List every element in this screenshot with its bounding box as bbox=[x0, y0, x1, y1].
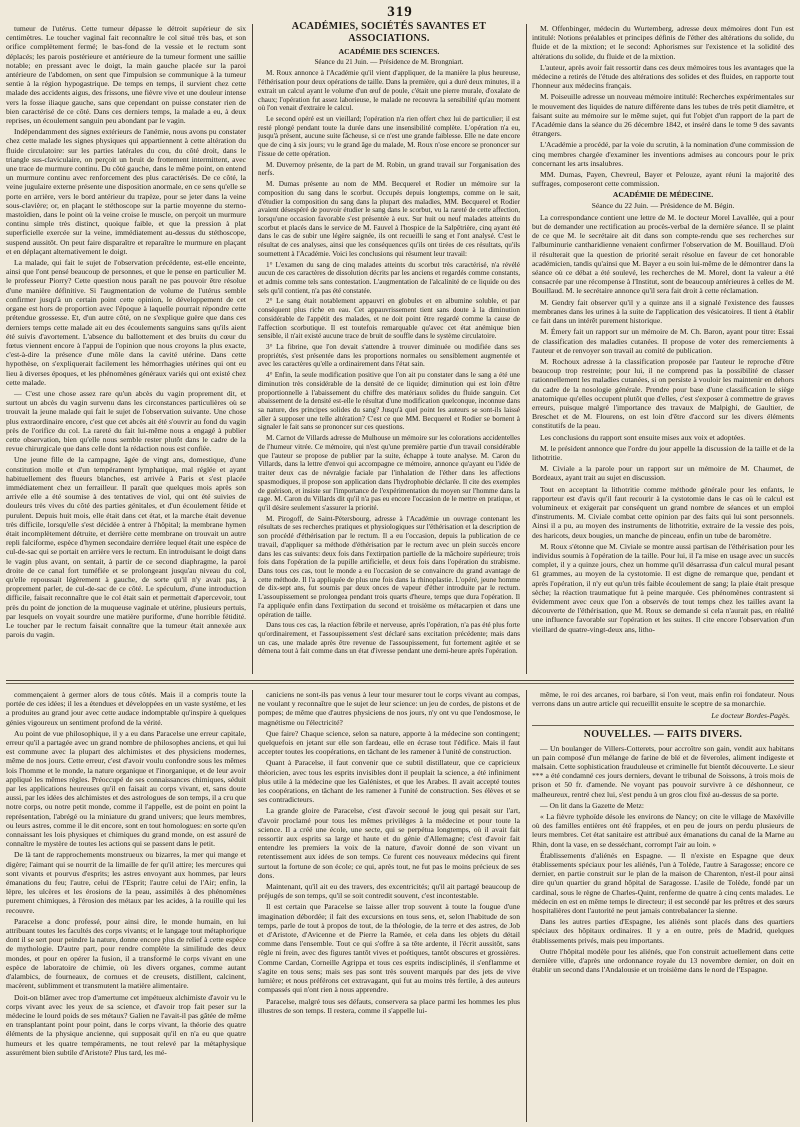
paragraph: M. Roux annonce à l'Académie qu'il vient d'appliquer, de la manière la plus heureuse, l'éthérisation pour deux opérations de taille. Dans la première, qui a duré deux minutes, il a extrait un calcul ayant le volume d'un œuf de poule, c'était une pierre murale, d'oxalate de chaux; l'opération fut assez laborieuse, le malade ne recouvra la sensibilité qu'au moment où l'on venait d'extraire le calcul. bbox=[258, 69, 520, 113]
news-item: « La fièvre typhoïde désole les environs de Nancy; on cite le village de Maxéville où des familles entières ont été frappées, et en peu de jours on perdu plusieurs de leurs membres. Cet état sanitaire est attribué aux émanations du canal de la Marne au Rhin, dont la vase, en se desséchant, corrompt l'air au loin. » bbox=[532, 812, 794, 849]
news-item: — On lit dans la Gazette de Metz: bbox=[540, 800, 644, 810]
paragraph: 1° L'examen du sang de cinq malades atteints du scorbut très caractérisé, n'a révélé aucun de ces caractères de dissolution décrits par les anciens et regardés comme constants, et admis comme tels sans contestation. L'augmentation de l'alcalinité de ce liquide ou des sels qu'il contient, n'a pas été constatée. bbox=[258, 260, 520, 295]
column-rule bbox=[526, 690, 527, 1122]
paragraph: M. Poiseuille adresse un nouveau mémoire intitulé: Recherches expérimentales sur le mouvement des liquides de nature différente dans les tubes de très petit diamètre, et faisant suite au mémoire sur le même sujet, qui fut l'objet d'un rapport de la part de l'Académie dans la séance du 26 décembre 1842, et inséré dans le tome 9 des savants étrangers. bbox=[532, 92, 794, 139]
paragraph: La correspondance contient une lettre de M. le docteur Morel Lavallée, qui a pour but de demander une rectification au procès-verbal de la dernière séance. Il se plaint de ce que M. le secrétaire ait dit dans son compte-rendu que ses recherches sur l'albuminurie cantharidienne venaient confirmer l'observation de M. Bouillaud. D'où il résulterait que la question de priorité serait résolue en faveur de cet honorable académicien, tandis qu'ainsi que M. Bayer a eu soin lui-même de le démontrer dans la séance où ce débat a été soulevé, les recherches de M. Morel, dont la valeur a été consacrée par une récompense à l'Institut, sont de beaucoup antérieures à celles de M. Bouillaud. M. le secrétaire annonce qu'il sera fait droit à cette réclamation. bbox=[532, 212, 794, 296]
paragraph: L'auteur, après avoir fait ressortir dans ces deux mémoires tous les avantages que la médecine a retirés de l'étude des altérations des solides et des fluides, en rapporte tout l'honneur aux médecins français. bbox=[532, 62, 794, 91]
paragraph: M. Gendry fait observer qu'il y a quinze ans il a signalé l'existence des fausses membranes dans les urines à la suite de l'application des vésicatoires. Il tient à établir ce fait dans un intérêt purement historique. bbox=[532, 297, 794, 326]
paragraph: Au point de vue philosophique, il y a eu dans Paracelse une erreur capitale, erreur qu'il a partagée avec un grand nombre de philosophes anciens, et qui lui est commune avec la plupart des alchimistes et des physiciens modernes, même de nos jours. Cette erreur, c'est d'avoir voulu confondre sous les mêmes lois l'homme et le monde, la nature organique et l'inorganique, et de leur avoir appliqué les mêmes règles. Préoccupé de ses connaissances chimiques, séduit par les applications heureuses qu'il en faisait au corps vivant, et, sans doute aussi, par les idées des alchimistes et des astrologues de son temps, il a cru que notre corps, ou notre petit monde, comme il l'appelle, est de point en point la représentation, l'abrégé ou la miniature du grand univers; que leurs membres, ou leurs astres, comme il le dit encore, sont en tout homologues: en sorte qu'en connaissant les lois physiques et chimiques du grand monde, on est assuré de connaître le mystère de toutes les actions qui se passent dans le petit. bbox=[6, 728, 246, 849]
paragraph: Tout en acceptant la lithotritie comme méthode générale pour les enfants, le rapporteur est d'avis qu'il faut recourir à la cystotomie dans le cas où le calcul est volumineux et exigerait par conséquent un grand nombre de séances et un emploi d'instruments. M. Civiale combat cette opinion par des faits qui lui sont personnels. Ainsi il a pu, au moyen des instruments de lithotritie, extraire de la vessie des pois, des haricots, deux bougies, un manche de pinceau, enfin un tube de baromètre. bbox=[532, 484, 794, 540]
paragraph: 3° La fibrine, que l'on devait s'attendre à trouver diminuée ou modifiée dans ses propriétés, s'est présentée dans les proportions normales ou sensiblement augmentée et avec les caractères qu'elle a ordinairement dans l'état sain. bbox=[258, 343, 520, 369]
paragraph: même, le roi des arcanes, roi barbare, si l'on veut, mais enfin roi fondateur. Nous verrons dans un autre article qui recueillit ensuite le sceptre de sa monarchie. bbox=[532, 690, 794, 709]
paragraph: Quant à Paracelse, il faut convenir que ce subtil distillateur, que ce capricieux théoricien, avec tous les esprits invisibles dont il peuplait la science, a été infiniment plus utile à la médecine que les Galénistes, et que les Arabes. Il avait accepté toutes les coopérations, en tâchant de les ramener à l'unité de construction. Ses élèves et se ses contradicteurs. bbox=[258, 758, 520, 805]
paragraph: Les conclusions du rapport sont ensuite mises aux voix et adoptées. bbox=[540, 432, 746, 442]
paragraph: 2° Le sang était notablement appauvri en globules et en albumine soluble, et par conséquent plus riche en eau. Cet appauvrissement tient sans doute à la diminution considérable de l'appétit des malades, et ne doit point être regardé comme la cause de l'affection scorbutique. Il est toutefois remarquable qu'avec cet état anémique bien sensible, il n'ait existé aucune trace de bruit de souffle dans le système circulatoire. bbox=[258, 297, 520, 341]
column-1-bottom bbox=[6, 690, 246, 1122]
news-item: Établissements d'aliénés en Espagne. — Il n'existe en Espagne que deux établissements spéciaux pour les aliénés, l'un à Tolède, l'autre à Saragosse; encore ce dernier, en partie construit sur le plan de la maison de Charenton, n'est-il pour ainsi dire qu'un quartier du grand hôpital de Saragosse. L'asile de Tolède, fondé par un cardinal, sous le règne de Charles-Quint, renferme de quatre à cinq cents malades. Le médecin en est en même temps le directeur; il est secondé par les prêtres et des sœurs hospitalières dont l'autorité ne peut jamais contrebalancer la sienne. bbox=[532, 850, 794, 916]
academy-title: ACADÉMIE DES SCIENCES. bbox=[338, 47, 440, 56]
paragraph: Paracelse a donc professé, pour ainsi dire, le monde humain, en lui attribuant toutes les facultés des corps vivants; et le langage tout métaphorique dont il se sert pour peindre la nature, donne encore plus de relief à cette espèce de mythologie. D'autre part, pour rendre complète la similitude des deux mondes, et pour en opérer la fusion, il a transformé le corps vivant en une espèce de laboratoire de chimie, où les divers organes, comme autant d'alambics, de fourneaux, de cornues et de creusets, distillent, calcinent, macèrent, sublimment et transmutent la matière alimentaire. bbox=[6, 916, 246, 991]
paragraph: M. Civiale a la parole pour un rapport sur un mémoire de M. Chaumet, de Bordeaux, ayant trait au sujet en discussion. bbox=[532, 464, 794, 483]
column-rule bbox=[252, 24, 253, 674]
column-rule bbox=[252, 690, 253, 1122]
session-line: Séance du 21 Juin. — Présidence de M. Brongniart. bbox=[314, 57, 464, 66]
paragraph: M. Roux s'étonne que M. Civiale se montre aussi partisan de l'éthérisation pour les individus soumis à l'opération de la taille. Pour lui, il l'a mise en usage avec un succès complet, il y a quinze jours, chez un homme qu'il désarrassa d'un calcul mural pesant 61 grammes, au moyen de la cystotomie. Il est digne de remarque que, pendant et après l'opération, il n'y eut qu'un très faible écoulement de sang; la plaie était presque sèche; la réaction traumatique fut à peine marquée. Ces phénomènes contrastent si évidemment avec ceux que l'on a observés de tout temps chez les tailles avant la découverte de l'éthérisation, que M. Roux se demande si cela n'aurait pas, en réalité une influence favorable sur l'opération et les suites. Il cite encore l'observation d'un vieillard de quatre-vingt-deux ans, litho- bbox=[532, 541, 794, 634]
column-2-top bbox=[258, 20, 520, 674]
paragraph: M. Émery fait un rapport sur un mémoire de M. Ch. Baron, ayant pour titre: Essai de classification des maladies cutanées. Il propose de voter des remerciements à l'auteur et de renvoyer son travail au comité de publication. bbox=[532, 327, 794, 355]
paragraph: M. Dumas présente au nom de MM. Becquerel et Rodier un mémoire sur la composition du sang dans le scorbut. Occupés depuis longtemps, comme on le sait, d'étudier la composition du sang dans la plupart des maladies, MM. Becquerel et Rodier avaient désespéré de pouvoir étudier le sang dans le scorbut, vu la rareté de cette affection, lorsqu'une occasion favorable s'est présentée à eux. Sur huit ou neuf malades atteints du scorbut et placés dans le service de M. Fauvel à l'hospice de la Salpêtrière, cinq ayant été dans le cas de subir une légère saignée, ils ont recueilli le sang et l'ont analysé. C'est le résultat de ces analyses, ainsi que les conséquences qu'ils ont tirées de ces résultats, qu'ils soumettent à l'Académie. Voici les conclusions qui résument leur travail: bbox=[258, 180, 520, 258]
section-divider bbox=[6, 683, 794, 684]
paragraph: MM. Dumas, Payen, Chevreul, Bayer et Pelouze, ayant réuni la majorité des suffrages, composeront cette commission. bbox=[532, 170, 794, 189]
paragraph: Maintenant, qu'il ait eu des travers, des excentricités; qu'il ait partagé beaucoup de préjugés de son temps, qu'il se soit contredit souvent, c'est incontestable. bbox=[258, 882, 520, 901]
paragraph: M. Duvernoy présente, de la part de M. Robin, un grand travail sur l'organisation des nerfs. bbox=[258, 160, 520, 178]
news-item: — Un boulanger de Villers-Cotterets, pour accroître son gain, vendit aux habitans un pain composé d'un mélange de farine de blé et de fèveroles, aliment indigeste et malsain. Cette sophistication frauduleuse et criminelle fut bientôt découverte. Le sieur *** a été condamné ces jours derniers, devant le tribunal de Soissons, à trois mois de prison et 50 fr. d'amende. Ne voyant pas pouvoir survivre à ce déshonneur, ce malheureux, rentré chez lui, s'est pendu à un gros clou fixé au-dessus de sa porte. bbox=[532, 743, 794, 799]
news-heading: NOUVELLES. — FAITS DIVERS. bbox=[583, 728, 743, 740]
section-heading: ACADÉMIES, SOCIÉTÉS SAVANTES ET ASSOCIATIONS. bbox=[291, 21, 487, 44]
paragraph: De là tant de rapprochements monstrueux ou bizarres, la mer qui mange et digère; l'aimant qui se nourrit de la limaille de fer qu'il attire; les mercures qui sont vivants et pourvus d'esprits; les astres envoyant aux hommes, par leurs émanations du feu; l'autre, celui de l'Esprit; l'autre celui de l'Air; enfin, la lèpre, les ulcères et les érosions de la peau, assimilés à des phénomènes purement chimiques, à l'érosion des métaux par les acides, à la rouille qui les recouvre. bbox=[6, 850, 246, 915]
section-divider bbox=[6, 680, 794, 681]
paragraph: tumeur de l'utérus. Cette tumeur dépasse le détroit supérieur de six centimètres. Le toucher vaginal fait reconnaître le col situé très bas, et son orifice complètement fermé; le bas-fond de la vessie et le rectum sont déplacés; les parois postérieure et antérieure de la tumeur forment une saillie notable; en pressant avec le doigt, la main gauche placée sur la paroi antérieure de l'abdomen, on sent que l'impulsion se communique à la tumeur sentie à la région hypogastrique. De temps en temps, il survient chez cette malade des accidents aigus, des frissons, une fièvre vive et une douleur intense vers la fosse iliaque gauche, sans que cependant on puisse constater rien de bien caractérisé de ce côté. Dans ces derniers temps, la malade a eu, à deux reprises, un écoulement sanguin peu abondant par le vagin. bbox=[6, 24, 246, 126]
column-rule bbox=[526, 24, 527, 674]
news-item: Outre l'hôpital modèle pour les aliénés, que l'on construit actuellement dans cette dernière ville, d'après une ordonnance royale du 13 novembre dernier, on doit en établir un second dans l'Andalousie et un troisième dans le nord de l'Espagne. bbox=[532, 946, 794, 975]
paragraph: M. Offenbinger, médecin du Wurtemberg, adresse deux mémoires dont l'un est intitulé: Notions préalables et principes définis de l'éther des altérations du solide, du fluide et de la mixtion; et le second: Aphorismes sur l'existence et la solidité des altérations du solide, du fluide et de la mixtion. bbox=[532, 24, 794, 61]
paragraph: La grande gloire de Paracelse, c'est d'avoir secoué le joug qui pesait sur l'art, d'avoir proclamé pour tous les mêmes privilèges à la médecine et pour toute la science. Il a créé une école, une secte, qui se perpétua longtemps, où il avait fait ressortir aux esprits sa large et haute et du génie d'Allemagne; c'est d'avoir fait entendre les premiers la voix de la nature, d'avoir donné de son vivant un retentissement aux idées de son temps. Ce furent ces nouveaux médecins qui firent surtout la fortune de son école; ce qui, après tout, ne fut pas le moins précieux de ses dons. bbox=[258, 806, 520, 880]
paragraph: Il est certain que Paracelse se laisse aller trop souvent à toute la fougue d'une imagination débordée; il fait des excursions en tous sens, et, selon l'habitude de son temps, parle de tout à propos de tout, de la théologie, de la terre et des astres, de Job et d'Aristote, d'Avicenne et de Pierre la Ramée, et cela dans les objets du détail comme dans l'ensemble. Tout ce qui s'offre à sa tête ardente, il l'écrit aussitôt, sans règle ni frein, avec des figures tantôt vives et poétiques, tantôt obscures et grossières. Comme Cardan, Corneille Agrippa et tous ces esprits indisciplinés, il s'enflamme et s'agite en tous sens; mais ses pas sont très souvent marqués par des jets de vive lumière; et nous préférons cet extravagant, qui fut au moins très fertile, à des auteurs compassés qui n'ont rien à nous apprendre. bbox=[258, 902, 520, 995]
paragraph: Paracelse, malgré tous ses défauts, conservera sa place parmi les hommes les plus illustres de son temps. Il restera, comme il s'appelle lui- bbox=[258, 996, 520, 1015]
paragraph: M. Pirogoff, de Saint-Pétersbourg, adresse à l'Académie un ouvrage contenant les résultats de ses recherches pratiques et physiologiques sur l'éthérisation et la description de son procédé d'éthérisation par le rectum. Il a eu l'occasion, depuis la publication de ce travail, d'appliquer sa méthode d'éthérisation par le rectum avec un plein succès encore dans les cas suivants: deux fois dans l'extirpation partielle de la mâchoire supérieure; trois fois dans l'opération de la pupille artificielle, et deux fois dans l'opération du strabisme. Dans tous ces cas, tout le monde a eu l'occasion de se convaincre du grand avantage de cette méthode. Il l'a appliquée de plus une fois dans la rhinoplastie. L'opéré, jeune homme de dix-sept ans, fut soumis par deux onces de vapeur d'éther introduite par le rectum. L'assoupissement se prolongea pendant trois quarts d'heure, temps que dura l'opération. Il l'a appliquée enfin dans l'extirpation du second et troisième os métacarpien et dans une opération de taille. bbox=[258, 514, 520, 619]
paragraph: — C'est une chose assez rare qu'un abcès du vagin proprement dit, et surtout un abcès du vagin survenu dans les circonstances particulières où se trouvait la jeune malade qui fait le sujet de l'observation suivante. Une chose plus extraordinaire encore, c'est que cet abcès ait été s'ouvrir au fond du vagin près de l'orifice du col. La rareté du fait lui-même nous a engagé à publier cette observation, bien qu'elle nous semble rester plutôt dans le cadre de la revue chirurgicale que dans celle dont la rédaction nous est confiée. bbox=[6, 388, 246, 454]
column-3-top bbox=[532, 24, 794, 674]
academy-title: ACADÉMIE DE MÉDECINE. bbox=[612, 190, 714, 200]
column-3-bottom bbox=[532, 690, 794, 1122]
paragraph: Que faire? Chaque science, selon sa nature, apporte à la médecine son contingent; quelquefois en jetant sur elle son fardeau, elle en écrase tout l'édifice. Mais il faut accepter toutes les coopérations, en tâchant de les ramener à l'unité de construction. bbox=[258, 728, 520, 757]
column-2-bottom bbox=[258, 690, 520, 1122]
session-line: Séance du 22 Juin. — Présidence de M. Bégin. bbox=[591, 200, 735, 210]
paragraph: commençaient à germer alors de tous côtés. Mais il a compris toute la portée de ces idées; il les a étendues et développées en un vaste système, et les a produites au grand jour avec cette audace indomptable qu'inspire à quelques génies vigoureux un sentiment profond de la vérité. bbox=[6, 690, 246, 727]
author-signature: Le docteur Bordes-Pagès. bbox=[711, 711, 790, 721]
paragraph: Indépendamment des signes extérieurs de l'anémie, nous avons pu constater chez cette malade les signes physiques qui appartiennent à cette altération du fluide circulatoire: sur les parties latérales du cou, du côté droit, dans le triangle sus-claviculaire, on perçoit un bruit de frottement intermittent, avec une trace de murmure continu. Du côté gauche, dans le même point, on entend un murmure continu avec renforcement des plus caractérisés. De ce côté, la veine jugulaire externe présente une disposition anormale, en ce sens qu'elle se porte en arrière, vers le bord antérieur du trapèze, pour se jeter dans la veine sous-clavière; or, en plaçant le stéthoscope sur la partie moyenne du sterno-mastoïdien, dans le point où la veine croise le muscle, on perçoit un murmure continu simple très distinct, quoique faible, et que la pression à plat superficielle exercée sur la veine, immédiatement au-dessus du stéthoscope, suspend aussitôt. On peut faire disparaître et reparaître le murmure en plaçant et en déplaçant alternativement le doigt. bbox=[6, 127, 246, 256]
paragraph: caniciens ne sont-ils pas venus à leur tour mesurer tout le corps vivant au compas, ne voulant y reconnaître que le sujet de leur science: un jeu de cordes, de pistons et de pompes; de même que d'autres physiciens de nos jours, n'y ont vu que l'endosmose, le magnétisme ou l'électricité? bbox=[258, 690, 520, 727]
news-divider bbox=[532, 725, 794, 726]
paragraph: Doit-on blâmer avec trop d'amertume cet impétueux alchimiste d'avoir vu le corps vivant avec les yeux de sa science, et d'avoir trop fait peser sur la médecine le lourd poids de ses métaux? Galien ne l'avait-il pas gâtée de même en transplantant point pour point, dans le corps vivant, la théorie des quatre éléments de la physique ancienne, qui supposait qu'il en n'a eu que quatre humeurs et les quatre tempéraments, ne tout relevé par la métaphysique assurément bien subtile d'Aristote? Plus tard, les mé- bbox=[6, 992, 246, 1057]
paragraph: M. le président annonce que l'ordre du jour appelle la discussion de la taille et de la lithotritie. bbox=[532, 443, 794, 462]
news-item: Dans les autres parties d'Espagne, les aliénés sont placés dans des quartiers spéciaux des hôpitaux ordinaires. Il y a en outre, près de Madrid, quelques établissements privés, mais peu importants. bbox=[532, 917, 794, 945]
paragraph: M. Rochoux adresse à la classification proposée par l'auteur le reproche d'être beaucoup trop restreinte; pour lui, il ne comprend pas la possibilité de classer rationnellement les maladies cutanées, si on persiste à vouloir les maintenir en dehors du cadre de la nosologie générale. Prendre pour base d'une classification le siège anatomique qu'elles occupent plutôt que d'elles, c'est s'exposer à commettre de graves erreurs, puisque malgré l'importance des travaux de Malpighi, de Gaultier, de Breschet et de M. Flourens, on est loin d'être d'accord sur les divers éléments constitutifs de la peau. bbox=[532, 356, 794, 431]
paragraph: La malade, qui fait le sujet de l'observation précédente, est-elle enceinte, ainsi que l'ont pensé beaucoup de personnes, et que le pense en particulier M. le professeur Piorry? Cette question nous paraît ne pas pouvoir être résolue d'une manière définitive. Si l'augmentation de volume de l'utérus semble confirmer jusqu'à un certain point cette opinion, le développement de cet organe est hors de proportion avec l'époque à laquelle pourrait répondre cette prétendue grossesse. Et, d'un autre côté, on ne s'explique guère que dans ces derniers temps cette malade ait eu des écoulements sanguins sans qu'ils aient été suivis d'avortement. L'absence du ballottement et des bruits du cœur du fœtus viennent encore à l'appui de l'opinion que nous croyons la plus exacte, c'est-à-dire la présence d'une môle dans la cavité utérine. Dans cette hypothèse, on s'expliquerait facilement les hémorrhagies utérines qui ont eu lieu à diverses époques, et les phénomènes généraux variés qui ont existé chez cette malade. bbox=[6, 258, 246, 387]
paragraph: Le second opéré est un vieillard; l'opération n'a rien offert chez lui de particulier; il est resté plongé pendant toute la durée dans une insensibilité complète. L'opération n'a eu, jusqu'à présent, aucune suite fâcheuse, si ce n'est une grande faiblesse. Elle ne date encore que de cinq à six jours; vu le grand âge du malade, M. Roux n'ose encore se prononcer sur l'issue de cette opération. bbox=[258, 115, 520, 158]
paragraph: 4° Enfin, la seule modification positive que l'on ait pu constater dans le sang a été une diminution très considérable de la densité de ce liquide; diminution qui est loin d'être proportionnelle à l'abaissement du chiffre des matériaux solides du fluide sanguin. Cet abaissement de la densité est-elle le résultat d'une modification quelconque, inconnue dans sa nature, des principes solides du sang? Jusqu'à quel point les auteurs se sont-ils laissé aller à supposer une telle altération? C'est ce que MM. Becquerel et Rodier se bornent à signaler le fait sans se prononcer sur ces questions. bbox=[258, 371, 520, 432]
page-number: 319 bbox=[387, 4, 413, 20]
paragraph: Une jeune fille de la campagne, âgée de vingt ans, domestique, d'une constitution molle et d'un tempérament lymphatique, mal réglée et ayant habituellement des flueurs blanches, est arrivée à Paris et s'est placée immédiatement chez un ferrailleur. Il paraît que quelques mois après son arrivée elle a été soumise à des tentatives de viol, qui ont été suivies de douleurs très vives du côté des parties génitales, et d'un écoulement fétide et purulent. Depuis huit mois, elle était dans cet état, et la marche était devenue très difficile, lorsqu'elle s'est décidée à entrer à l'hôpital; la membrane hymen était incomplètement détruite, et derrière cette membrane on trouvait un autre repli falciforme, espèce d'hymen secondaire derrière lequel était une espèce de cul-de-sac qui se portait en arrière vers le rectum. En introduisant le doigt dans le vagin plus avant, on sentait, à partir de ce second diaphragme, la paroi droite de ce canal fort tuméfiée et se prolongeant jusqu'au niveau du col, qu'elle repoussait légèrement à gauche, de sorte qu'il n'y avait pas, à proprement parler, de cul-de-sac de ce côté. Le spéculum, d'une introduction difficile, faisait reconnaître que le col était sain et permettait d'apercevoir, tout près du point de jonction de la muqueuse vaginale et utérine, plusieurs pertuis, par lesquels on voyait sourdre une matière puriforme, d'une horrible fétidité. Le toucher par le rectum faisait connaître que la tumeur était annexée aux parois du vagin. bbox=[6, 455, 246, 640]
paragraph: Dans tous ces cas, la réaction fébrile et nerveuse, après l'opération, n'a pas été plus forte qu'ordinairement, et l'assoupissement s'est déclaré sans excitation précédente; mais dans un cas, une malade après être revenue de l'assoupissement, fut fortement agitée et se démena tout à fait comme dans un état d'ivresse pendant une demi-heure après l'opération. bbox=[258, 621, 520, 656]
column-1-top bbox=[6, 24, 246, 674]
paragraph: L'Académie a procédé, par la voie du scrutin, à la nomination d'une commission de cinq membres chargée d'examiner les inventions admises au concours pour le prix concernant les arts insalubres. bbox=[532, 140, 794, 168]
paragraph: M. Carnot de Villards adresse de Mulhouse un mémoire sur les colorations accidentelles de l'humeur vitrée. Ce mémoire, qui n'est qu'une première partie d'un travail considérable que l'auteur se propose de publier par la suite, échappe à toute analyse. M. Caron du Villards, dans la lettre d'envoi qui accompagne ce mémoire, annonce qu'ayant eu l'idée de traiter deux cas de névralgie faciale par l'inhalation de l'éther dans les affections spasmodiques, il propose son application dans l'hydrophobie déclarée. Il cite des exemples de guérison, et insiste sur l'importance de l'expérimentation du moyen sur l'homme dans la rage. M. Caron du Villards dit qu'il n'a pas eu encore l'occasion de le mettre en pratique, et qu'il désire seulement s'assurer la priorité. bbox=[258, 434, 520, 512]
